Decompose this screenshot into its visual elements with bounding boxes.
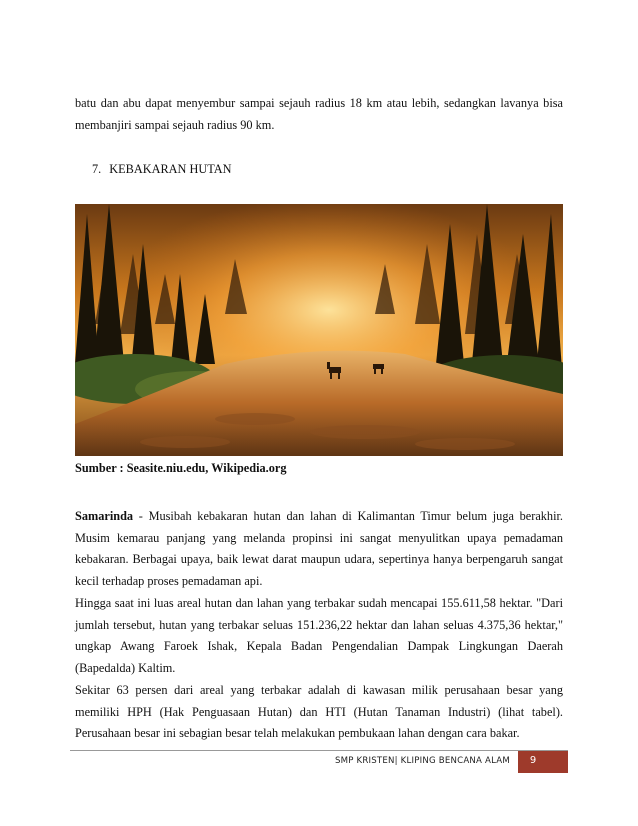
lead-city: Samarinda xyxy=(75,509,134,523)
body-paragraph-1 xyxy=(75,506,563,593)
page-number-box xyxy=(518,751,568,773)
footer-divider xyxy=(70,750,568,751)
page-number: 9 xyxy=(529,755,537,766)
photo-source-caption: Sumber : Seasite.niu.edu, Wikipedia.org xyxy=(75,461,287,475)
section-heading xyxy=(92,162,232,177)
section-number: 7. xyxy=(92,162,102,176)
top-paragraph: batu dan abu dapat menyembur sampai sejauh radius 18 km atau lebih, sedangkan lavanya bisa membanjiri sampai sejauh radius 90 km. xyxy=(75,96,563,132)
forest-fire-photo xyxy=(75,204,563,456)
body-paragraph-1-text: - Musibah kebakaran hutan dan lahan di Kalimantan Timur belum juga berakhir. Musim kemarau panjang yang melanda propinsi ini sangat menyulitkan upaya pemadaman kebakaran. Berbagai upaya, baik lewat darat maupun udara, sepertinya hanya berpengaruh sangat kecil terhadap proses pemadaman api. xyxy=(75,509,563,589)
section-title: KEBAKARAN HUTAN xyxy=(109,162,232,176)
footer-text: SMP KRISTEN| KLIPING BENCANA ALAM xyxy=(334,756,510,766)
body-paragraph-3: Sekitar 63 persen dari areal yang terbakar adalah di kawasan milik perusahaan besar yang memiliki HPH (Hak Penguasaan Hutan) dan HTI (Hutan Tanaman Industri) (lihat tabel). Perusahaan besar ini sebagian besar telah melakukan pembukaan lahan dengan cara bakar. xyxy=(75,683,563,741)
body-paragraph-2: Hingga saat ini luas areal hutan dan lahan yang terbakar sudah mencapai 155.611,58 hektar. "Dari jumlah tersebut, hutan yang terbakar seluas 151.236,22 hektar dan lahan seluas 4.375,36 hektar," ungkap Awang Faroek Ishak, Kepala Badan Pengendalian Dampak Lingkungan Daerah (Bapedalda) Kaltim. xyxy=(75,596,563,676)
